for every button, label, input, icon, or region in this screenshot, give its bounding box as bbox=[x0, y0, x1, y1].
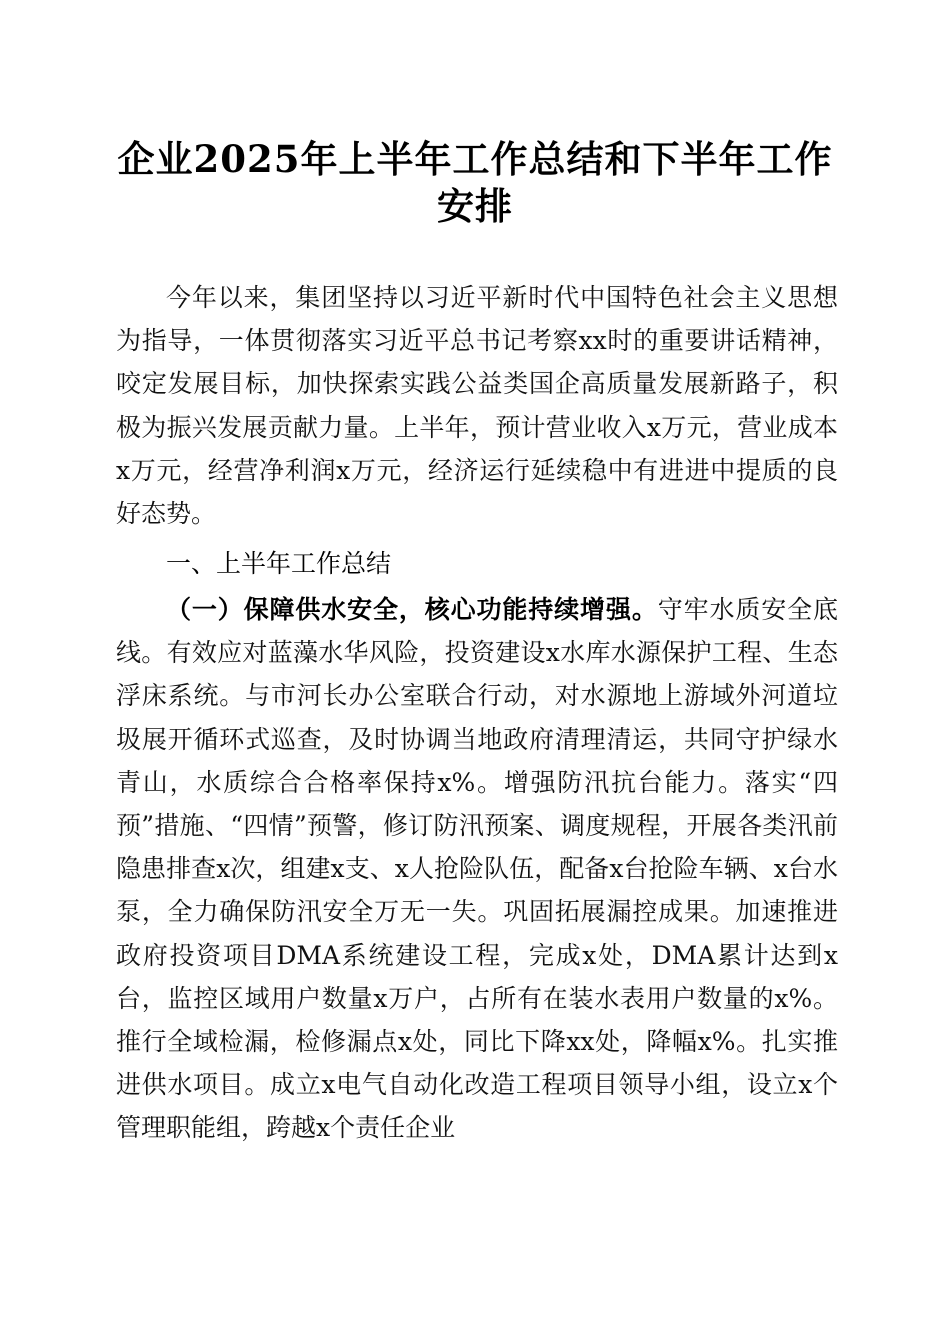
subsection-paragraph bbox=[116, 588, 838, 1150]
intro-paragraph: 今年以来，集团坚持以习近平新时代中国特色社会主义思想为指导，一体贯彻落实习近平总书记考察xx时的重要讲话精神，咬定发展目标，加快探索实践公益类国企高质量发展新路子，积极为振兴发展贡献力量。上半年，预计营业收入x万元，营业成本x万元，经营净利润x万元，经济运行延续稳中有进进中提质的良好态势。 bbox=[116, 283, 838, 529]
subsection-text: 守牢水质安全底线。有效应对蓝藻水华风险，投资建设x水库水源保护工程、生态浮床系统。与市河长办公室联合行动，对水源地上游域外河道垃圾展开循环式巡查，及时协调当地政府清理清运，共同守护绿水青山，水质综合合格率保持x%。增强防汛抗台能力。落实“四预”措施、“四情”预警，修订防汛预案、调度规程，开展各类汛前隐患排查x次，组建x支、x人抢险队伍，配备x台抢险车辆、x台水泵，全力确保防汛安全万无一失。巩固拓展漏控成果。加速推进政府投资项目DMA系统建设工程，完成x处，DMA累计达到x台，监控区域用户数量x万户，占所有在装水表用户数量的x%。推行全域检漏，检修漏点x处，同比下降xx处，降幅x%。扎实推进供水项目。成立x电气自动化改造工程项目领导小组，设立x个管理职能组，跨越x个责任企业 bbox=[116, 595, 838, 1143]
subsection-lead: （一）保障供水安全，核心功能持续增强。 bbox=[166, 595, 658, 624]
document-title: 企业2025年上半年工作总结和下半年工作安排 bbox=[117, 137, 833, 228]
section-heading: 一、上半年工作总结 bbox=[166, 549, 392, 578]
